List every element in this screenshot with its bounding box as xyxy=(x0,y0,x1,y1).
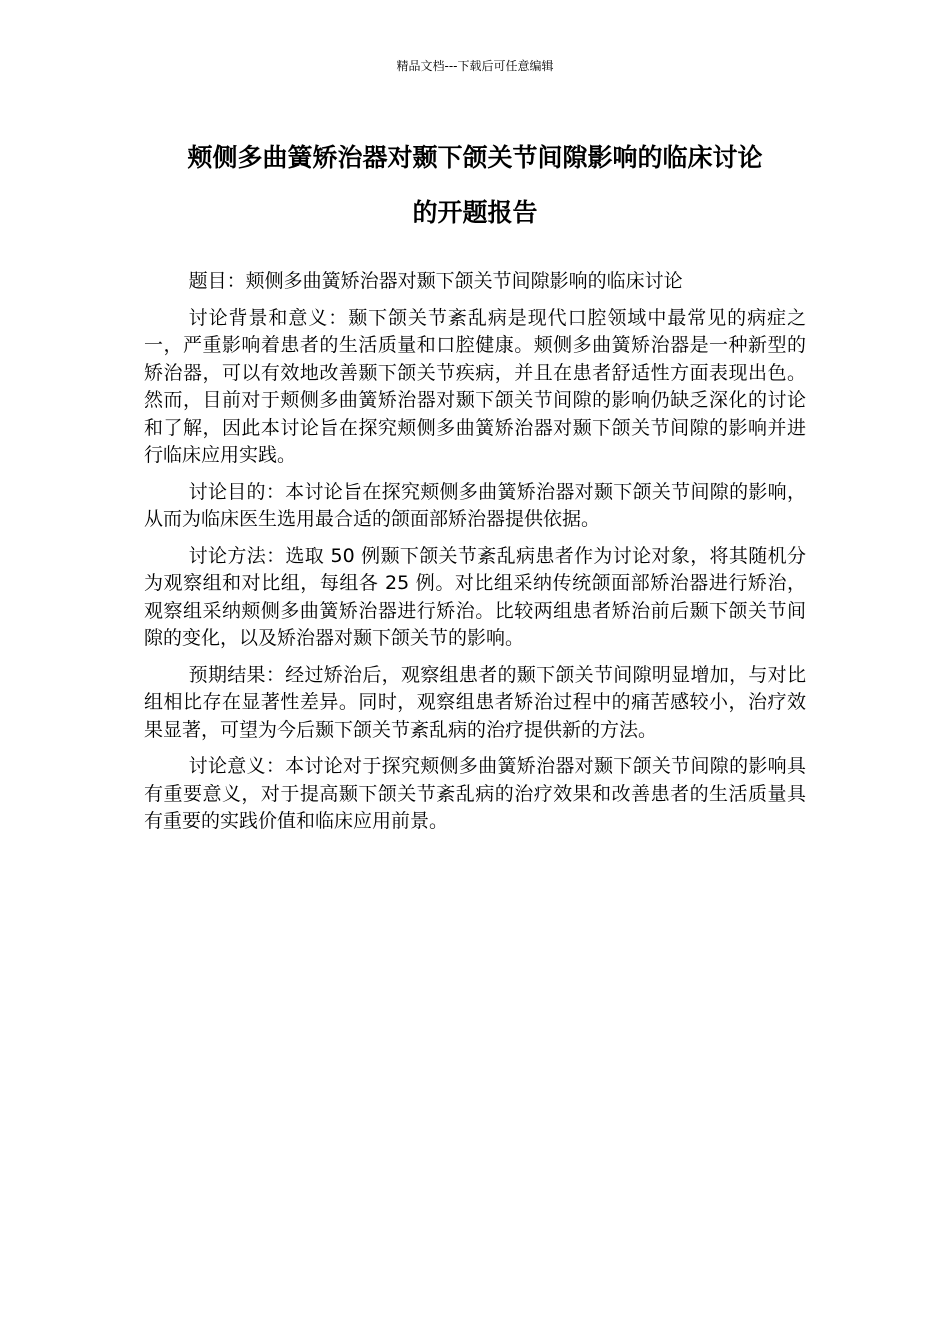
paragraph-topic: 题目：颊侧多曲簧矫治器对颞下颌关节间隙影响的临床讨论 xyxy=(188,270,683,292)
paragraph-significance: 讨论意义：本讨论对于探究颊侧多曲簧矫治器对颞下颌关节间隙的影响具有重要意义，对于提高颞下颌关节紊乱病的治疗效果和改善患者的生活质量具有重要的实践价值和临床应用前景。 xyxy=(144,755,806,832)
paragraph-method: 讨论方法：选取 50 例颞下颌关节紊乱病患者作为讨论对象，将其随机分为观察组和对比组，每组各 25 例。对比组采纳传统颌面部矫治器进行矫治，观察组采纳颊侧多曲簧矫治器进行矫治。比较两组患者矫治前后颞下颌关节间隙的变化，以及矫治器对颞下颌关节的影响。 xyxy=(144,544,806,649)
page-header: 精品文档---下载后可任意编辑 xyxy=(396,59,554,73)
paragraph-background: 讨论背景和意义：颞下颌关节紊乱病是现代口腔领域中最常见的病症之一，严重影响着患者的生活质量和口腔健康。颊侧多曲簧矫治器是一种新型的矫治器，可以有效地改善颞下颌关节疾病，并且在患者舒适性方面表现出色。然而，目前对于颊侧多曲簧矫治器对颞下颌关节间隙的影响仍缺乏深化的讨论和了解，因此本讨论旨在探究颊侧多曲簧矫治器对颞下颌关节间隙的影响并进行临床应用实践。 xyxy=(144,306,806,466)
title-line-1: 颊侧多曲簧矫治器对颞下颌关节间隙影响的临床讨论 xyxy=(187,143,763,172)
document-title xyxy=(140,130,810,240)
document-body xyxy=(144,268,806,845)
paragraph-expected-results: 预期结果：经过矫治后，观察组患者的颞下颌关节间隙明显增加，与对比组相比存在显著性差异。同时，观察组患者矫治过程中的痛苦感较小，治疗效果显著，可望为今后颞下颌关节紊乱病的治疗提供新的方法。 xyxy=(144,663,806,741)
paragraph-objective: 讨论目的：本讨论旨在探究颊侧多曲簧矫治器对颞下颌关节间隙的影响，从而为临床医生选用最合适的颌面部矫治器提供依据。 xyxy=(144,480,806,530)
title-line-2: 的开题报告 xyxy=(412,198,538,227)
